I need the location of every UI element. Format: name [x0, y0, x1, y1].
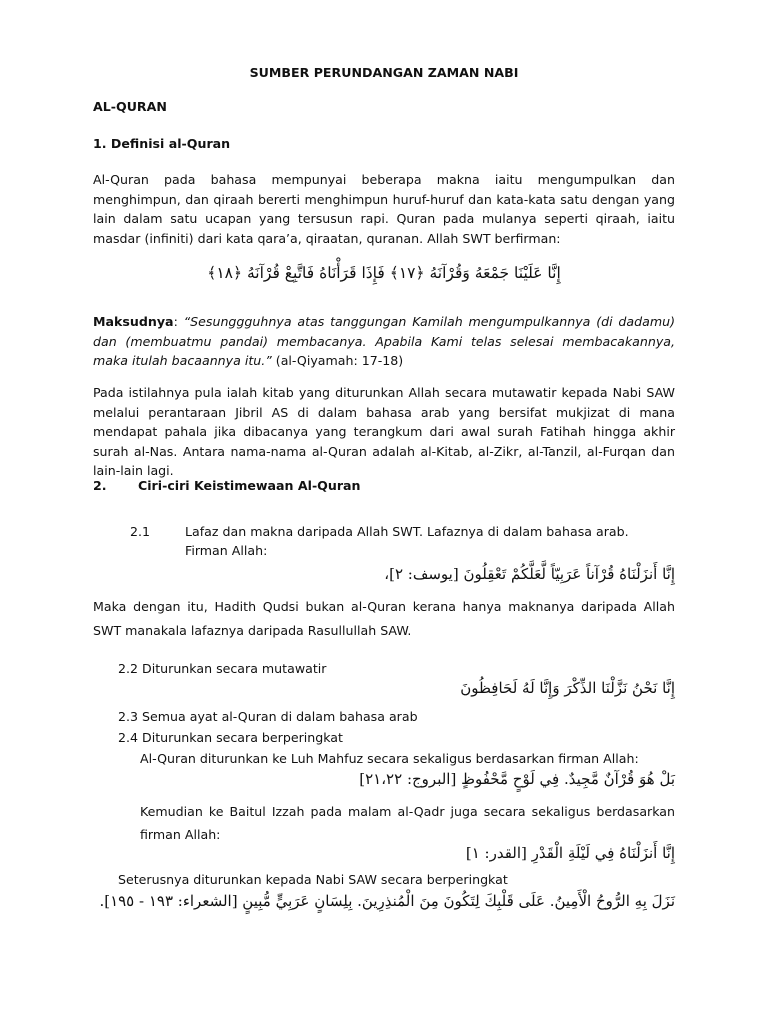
quran-verse-yusuf: إِنَّا أَنزَلْنَاهُ قُرْآناً عَرَبِيّاً لَّعَلَّكُمْ تَعْقِلُونَ [يوسف: ٢]، — [384, 565, 675, 583]
translation-quote: “Sesunggguhnya atas tanggungan Kamilah mengumpulkannya (di dadamu) dan (membuatmu pandai) membacanya. Apabila Kami telas selesai membacakannya, maka itulah bacaannya itu.” — [93, 314, 676, 368]
maksudnya-colon: : — [173, 314, 184, 329]
section-heading-al-quran: AL-QURAN — [93, 99, 167, 114]
heading-ciri-text: Ciri-ciri Keistimewaan Al-Quran — [138, 478, 361, 493]
item-2-3: 2.3 Semua ayat al-Quran di dalam bahasa arab — [118, 709, 418, 724]
paragraph-hadith-qudsi: Maka dengan itu, Hadith Qudsi bukan al-Quran kerana hanya maknanya daripada Allah SWT manakala lafaznya daripada Rasullullah SAW. — [93, 599, 675, 638]
quran-verse-hijr: إِنَّا نَحْنُ نَزَّلْنَا الذِّكْرَ وَإِنَّا لَهُ لَحَافِظُونَ — [460, 679, 675, 697]
maksudnya-label: Maksudnya — [93, 314, 174, 329]
translation-paragraph — [93, 312, 675, 371]
item-2-2: 2.2 Diturunkan secara mutawatir — [118, 661, 327, 676]
translation-reference: (al-Qiyamah: 17-18) — [271, 353, 404, 368]
item-2-4: 2.4 Diturunkan secara berperingkat — [118, 730, 343, 745]
paragraph-luh-mahfuz: Al-Quran diturunkan ke Luh Mahfuz secara sekaligus berdasarkan firman Allah: — [140, 751, 639, 766]
heading-ciri-number: 2. — [93, 478, 107, 493]
paragraph-berperingkat: Seterusnya diturunkan kepada Nabi SAW secara berperingkat — [118, 872, 508, 887]
quran-verse-syuara: نَزَلَ بِهِ الرُّوحُ الْأَمِينُ. عَلَى قَلْبِكَ لِتَكُونَ مِنَ الْمُنذِرِينَ. بِلِسَانٍ عَرَبِيٍّ مُّبِينٍ [الشعراء: ١٩٣ - ١٩٥]. — [99, 892, 675, 910]
quran-verse-buruj: بَلْ هُوَ قُرْآنٌ مَّجِيدٌ. فِي لَوْحٍ مَّحْفُوظٍ [البروج: ٢١،٢٢] — [359, 770, 675, 788]
item-2-1-number: 2.1 — [130, 524, 151, 539]
heading-definisi: 1. Definisi al-Quran — [93, 136, 231, 151]
quran-verse-qiyamah: إِنَّا عَلَيْنَا جَمْعَهُ وَقُرْآنَهُ ﴿١٧﴾ فَإِذَا قَرَأْنَاهُ فَاتَّبِعْ قُرْآنَهُ ﴿١٨﴾ — [207, 264, 561, 282]
item-2-1-text: Lafaz dan makna daripada Allah SWT. Lafaznya di dalam bahasa arab. Firman Allah: — [185, 524, 629, 558]
quran-verse-qadr: إِنَّا أَنزَلْنَاهُ فِي لَيْلَةِ الْقَدْرِ [القدر: ١] — [465, 844, 675, 862]
paragraph-baitul-izzah: Kemudian ke Baitul Izzah pada malam al-Qadr juga secara sekaligus berdasarkan firman Allah: — [140, 804, 675, 842]
paragraph-definisi: Al-Quran pada bahasa mempunyai beberapa makna iaitu mengumpulkan dan menghimpun, dan qiraah bererti menghimpun huruf-huruf dan kata-kata satu dengan yang lain dalam satu ucapan yang tersusun rapi. Quran pada mulanya seperti qiraah, iaitu masdar (infiniti) dari kata qara’a, qiraatan, quranan. Allah SWT berfirman: — [93, 172, 675, 246]
paragraph-istilah: Pada istilahnya pula ialah kitab yang diturunkan Allah secara mutawatir kepada Nabi SAW melalui perantaraan Jibril AS di dalam bahasa arab yang bersifat mukjizat di mana mendapat pahala jika dibacanya yang terangkum dari awal surah Fatihah hingga akhir surah al-Nas. Antara nama-nama al-Quran adalah al-Kitab, al-Zikr, al-Tanzil, al-Furqan dan lain-lain lagi. — [93, 385, 675, 478]
document-title: SUMBER PERUNDANGAN ZAMAN NABI — [249, 65, 519, 80]
